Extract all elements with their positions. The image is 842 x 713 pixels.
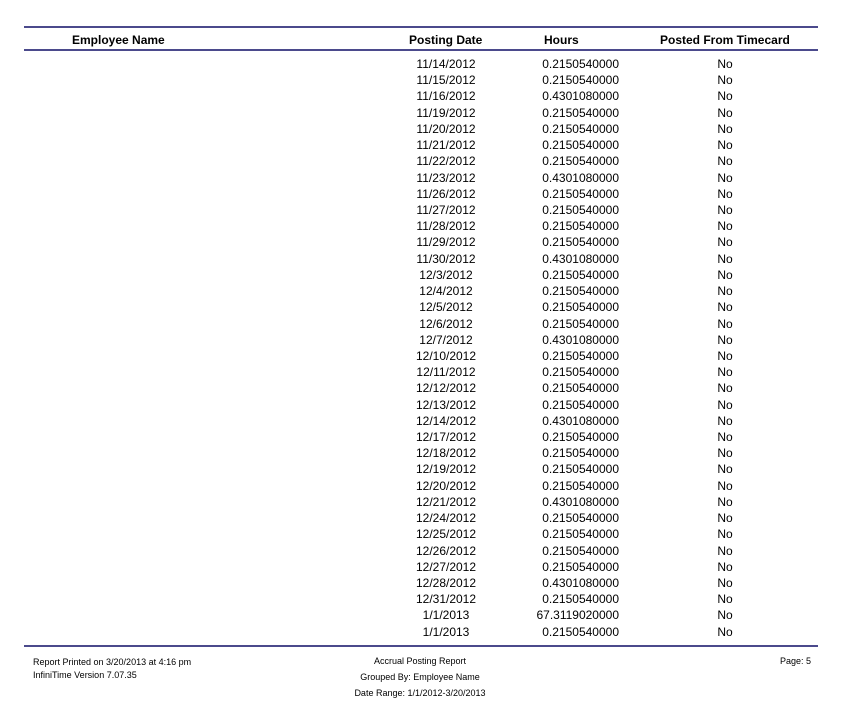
table-row	[0, 105, 842, 121]
table-row	[0, 267, 842, 283]
table-row	[0, 543, 842, 559]
hours-cell: 0.2150540000	[542, 381, 619, 396]
posting-date-cell: 12/31/2012	[415, 592, 477, 607]
hours-cell: 0.2150540000	[542, 219, 619, 234]
table-row	[0, 137, 842, 153]
hours-cell: 0.2150540000	[542, 267, 619, 282]
posted-from-timecard-cell: No	[717, 576, 733, 590]
posting-date-cell: 11/14/2012	[416, 57, 476, 71]
posted-from-timecard-cell: No	[717, 478, 733, 493]
posted-from-timecard-cell: No	[717, 559, 733, 574]
posted-from-timecard-cell: No	[717, 267, 733, 282]
column-header-posting-date: Posting Date	[409, 33, 483, 47]
posting-date-cell: 12/28/2012	[415, 576, 477, 590]
posted-from-timecard-cell: No	[717, 413, 733, 428]
hours-cell: 0.2150540000	[542, 121, 619, 136]
grouped-by-text: Grouped By: Employee Name	[360, 672, 480, 682]
column-header-posted-from-timecard: Posted From Timecard	[660, 33, 790, 47]
posting-date-cell: 12/27/2012	[415, 559, 477, 574]
hours-cell: 0.4301080000	[542, 89, 619, 104]
table-row	[0, 170, 842, 186]
table-row	[0, 72, 842, 88]
posted-from-timecard-cell: No	[717, 284, 733, 299]
posted-from-timecard-cell: No	[717, 430, 733, 445]
posted-from-timecard-cell: No	[717, 73, 733, 88]
posting-date-cell: 12/20/2012	[415, 478, 477, 493]
posting-date-cell: 12/24/2012	[415, 511, 477, 526]
column-header-hours: Hours	[544, 33, 579, 47]
hours-cell: 0.2150540000	[542, 624, 619, 639]
table-row	[0, 445, 842, 461]
posting-date-cell: 12/19/2012	[415, 462, 477, 477]
posting-date-cell: 12/3/2012	[419, 267, 473, 282]
table-row	[0, 591, 842, 607]
table-row	[0, 575, 842, 591]
hours-cell: 0.2150540000	[542, 186, 619, 201]
posting-date-cell: 11/19/2012	[416, 105, 476, 120]
hours-cell: 67.3119020000	[536, 608, 619, 623]
hours-cell: 0.2150540000	[542, 430, 619, 445]
posted-from-timecard-cell: No	[717, 332, 733, 347]
posting-date-cell: 12/11/2012	[416, 365, 476, 380]
posting-date-cell: 12/17/2012	[415, 430, 477, 445]
posted-from-timecard-cell: No	[717, 186, 733, 201]
posting-date-cell: 11/30/2012	[416, 251, 476, 266]
table-row	[0, 559, 842, 575]
table-row	[0, 624, 842, 640]
table-row	[0, 56, 842, 72]
table-row	[0, 234, 842, 250]
posting-date-cell: 11/21/2012	[416, 138, 476, 153]
table-row	[0, 251, 842, 267]
posted-from-timecard-cell: No	[717, 527, 733, 542]
posted-from-timecard-cell: No	[717, 381, 733, 396]
posting-date-cell: 11/20/2012	[416, 121, 476, 136]
posted-from-timecard-cell: No	[717, 105, 733, 120]
posted-from-timecard-cell: No	[717, 154, 733, 169]
table-row	[0, 186, 842, 202]
report-rows	[0, 56, 842, 640]
table-row	[0, 153, 842, 169]
hours-cell: 0.2150540000	[542, 202, 619, 217]
posted-from-timecard-cell: No	[717, 365, 733, 380]
posted-from-timecard-cell: No	[717, 446, 733, 461]
hours-cell: 0.2150540000	[542, 316, 619, 331]
posting-date-cell: 12/26/2012	[415, 543, 477, 558]
posted-from-timecard-cell: No	[717, 121, 733, 136]
table-row	[0, 429, 842, 445]
posted-from-timecard-cell: No	[717, 235, 733, 250]
posted-from-timecard-cell: No	[717, 316, 733, 331]
posting-date-cell: 12/4/2012	[419, 284, 473, 299]
posted-from-timecard-cell: No	[717, 624, 733, 639]
hours-cell: 0.2150540000	[542, 365, 619, 380]
table-row	[0, 494, 842, 510]
hours-cell: 0.2150540000	[542, 527, 619, 542]
posting-date-cell: 12/14/2012	[415, 413, 477, 428]
posting-date-cell: 12/18/2012	[415, 446, 477, 461]
posting-date-cell: 12/10/2012	[415, 348, 477, 363]
hours-cell: 0.2150540000	[542, 235, 619, 250]
posting-date-cell: 12/7/2012	[419, 332, 473, 347]
table-row	[0, 332, 842, 348]
hours-cell: 0.2150540000	[542, 543, 619, 558]
hours-cell: 0.2150540000	[542, 446, 619, 461]
posting-date-cell: 1/1/2013	[422, 608, 470, 623]
posted-from-timecard-cell: No	[717, 170, 733, 185]
posting-date-cell: 12/25/2012	[415, 527, 477, 542]
table-row	[0, 364, 842, 380]
hours-cell: 0.4301080000	[542, 332, 619, 347]
table-row	[0, 478, 842, 494]
table-row	[0, 316, 842, 332]
posting-date-cell: 11/27/2012	[416, 202, 476, 217]
posting-date-cell: 11/28/2012	[416, 219, 476, 234]
report-printed-text: Report Printed on 3/20/2013 at 4:16 pm	[33, 657, 192, 667]
posted-from-timecard-cell: No	[717, 138, 733, 153]
table-row	[0, 380, 842, 396]
hours-cell: 0.4301080000	[542, 170, 619, 185]
hours-cell: 0.2150540000	[542, 559, 619, 574]
report-title: Accrual Posting Report	[373, 656, 467, 666]
hours-cell: 0.2150540000	[542, 73, 619, 88]
table-row	[0, 218, 842, 234]
table-row	[0, 348, 842, 364]
hours-cell: 0.4301080000	[542, 494, 619, 509]
posted-from-timecard-cell: No	[717, 251, 733, 266]
table-row	[0, 510, 842, 526]
posting-date-cell: 12/6/2012	[419, 316, 473, 331]
posted-from-timecard-cell: No	[717, 511, 733, 526]
table-row	[0, 461, 842, 477]
posted-from-timecard-cell: No	[717, 57, 733, 71]
hours-cell: 0.2150540000	[542, 300, 619, 315]
posting-date-cell: 11/16/2012	[416, 89, 476, 104]
hours-cell: 0.2150540000	[542, 284, 619, 299]
posting-date-cell: 11/29/2012	[416, 235, 476, 250]
table-row	[0, 121, 842, 137]
posting-date-cell: 12/5/2012	[419, 300, 473, 315]
hours-cell: 0.2150540000	[542, 348, 619, 363]
column-header-employee-name: Employee Name	[72, 33, 165, 47]
table-row	[0, 413, 842, 429]
posting-date-cell: 12/12/2012	[415, 381, 477, 396]
posted-from-timecard-cell: No	[717, 592, 733, 607]
posted-from-timecard-cell: No	[717, 543, 733, 558]
posted-from-timecard-cell: No	[717, 89, 733, 104]
table-row	[0, 299, 842, 315]
hours-cell: 0.2150540000	[542, 511, 619, 526]
posting-date-cell: 12/13/2012	[415, 397, 477, 412]
footer-rule	[24, 645, 818, 647]
posting-date-cell: 1/1/2013	[422, 624, 470, 639]
posted-from-timecard-cell: No	[717, 202, 733, 217]
posting-date-cell: 11/22/2012	[416, 154, 476, 169]
posted-from-timecard-cell: No	[717, 348, 733, 363]
posted-from-timecard-cell: No	[717, 608, 733, 623]
posted-from-timecard-cell: No	[717, 494, 733, 509]
hours-cell: 0.4301080000	[542, 413, 619, 428]
header-top-rule	[24, 26, 818, 28]
posting-date-cell: 11/23/2012	[416, 170, 476, 185]
hours-cell: 0.2150540000	[542, 138, 619, 153]
table-row	[0, 526, 842, 542]
hours-cell: 0.2150540000	[542, 397, 619, 412]
hours-cell: 0.2150540000	[542, 105, 619, 120]
hours-cell: 0.2150540000	[542, 57, 619, 71]
posting-date-cell: 12/21/2012	[415, 494, 477, 509]
posted-from-timecard-cell: No	[717, 300, 733, 315]
posted-from-timecard-cell: No	[717, 219, 733, 234]
hours-cell: 0.2150540000	[542, 478, 619, 493]
posted-from-timecard-cell: No	[717, 397, 733, 412]
posting-date-cell: 11/15/2012	[416, 73, 476, 88]
table-row	[0, 283, 842, 299]
hours-cell: 0.2150540000	[542, 462, 619, 477]
hours-cell: 0.4301080000	[542, 251, 619, 266]
header-bottom-rule	[24, 49, 818, 51]
hours-cell: 0.2150540000	[542, 154, 619, 169]
table-row	[0, 88, 842, 104]
posting-date-cell: 11/26/2012	[416, 186, 476, 201]
version-text: InfiniTime Version 7.07.35	[33, 670, 137, 680]
table-row	[0, 202, 842, 218]
page-number: Page: 5	[779, 656, 811, 666]
hours-cell: 0.2150540000	[542, 592, 619, 607]
table-row	[0, 607, 842, 623]
hours-cell: 0.4301080000	[542, 576, 619, 590]
date-range-text: Date Range: 1/1/2012-3/20/2013	[354, 688, 486, 698]
posted-from-timecard-cell: No	[717, 462, 733, 477]
table-row	[0, 397, 842, 413]
